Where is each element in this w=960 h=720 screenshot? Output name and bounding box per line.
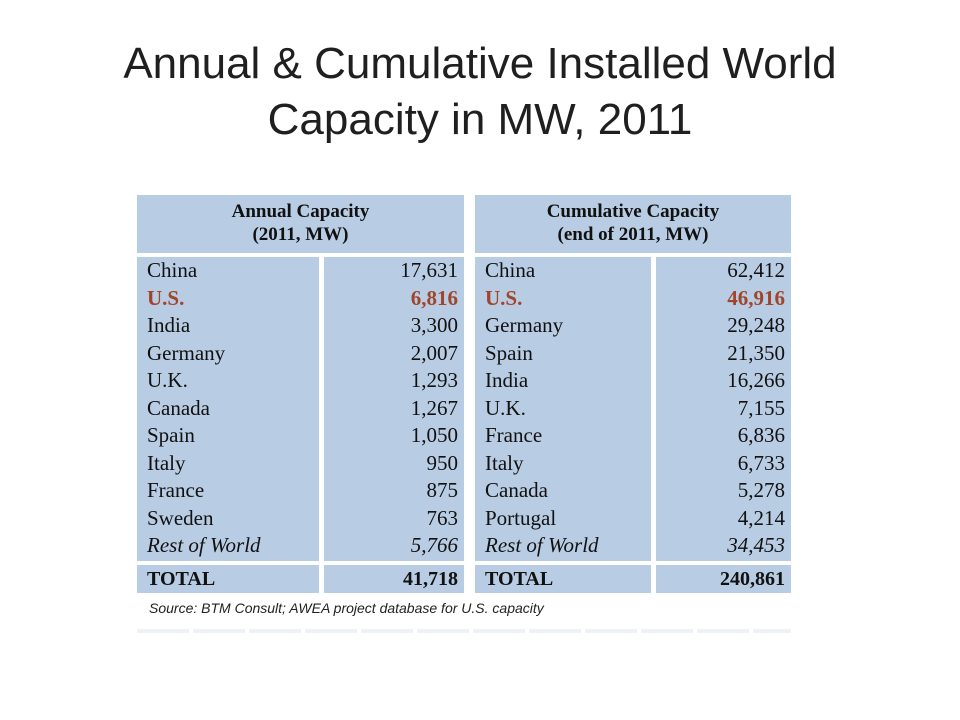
cumulative-value-italy: 6,733 — [737, 450, 785, 475]
annual-country-us: U.S. — [147, 285, 185, 310]
annual-header-line-1: Annual Capacity — [231, 201, 370, 222]
annual-country-sweden: Sweden — [147, 505, 214, 530]
annual-country-india: India — [147, 313, 191, 337]
title-line-2: Capacity in MW, 2011 — [267, 95, 693, 144]
cumulative-country-france: France — [485, 423, 543, 447]
cumulative-country-portugal: Portugal — [485, 505, 557, 530]
annual-country-rest: Rest of World — [147, 533, 261, 557]
annual-value-sweden: 763 — [426, 505, 458, 530]
annual-country-germany: Germany — [147, 340, 226, 365]
annual-value-india: 3,300 — [410, 313, 458, 337]
annual-value-canada: 1,267 — [410, 395, 458, 420]
slide-title — [0, 36, 960, 148]
annual-value-germany: 2,007 — [410, 340, 458, 365]
cumulative-header-line-1: Cumulative Capacity — [546, 201, 720, 222]
annual-header-line-2: (2011, MW) — [252, 224, 349, 245]
annual-country-china: China — [147, 258, 198, 282]
cumulative-value-portugal: 4,214 — [737, 505, 785, 530]
cumulative-country-column — [475, 257, 651, 561]
cumulative-country-china: China — [485, 258, 536, 282]
cumulative-value-spain: 21,350 — [727, 340, 785, 365]
annual-value-spain: 1,050 — [410, 423, 458, 447]
source-note: Source: BTM Consult; AWEA project database for U.S. capacity — [149, 600, 544, 616]
annual-country-uk: U.K. — [147, 368, 188, 392]
capacity-table — [137, 195, 791, 635]
annual-value-france: 875 — [426, 478, 458, 502]
cumulative-total-value: 240,861 — [656, 565, 791, 593]
cumulative-value-uk: 7,155 — [737, 395, 785, 420]
cumulative-value-china: 62,412 — [727, 258, 785, 282]
cumulative-value-column — [656, 257, 791, 561]
annual-header — [137, 195, 464, 253]
cumulative-country-italy: Italy — [485, 450, 524, 475]
cumulative-country-india: India — [485, 368, 529, 392]
cumulative-country-canada: Canada — [485, 478, 548, 502]
annual-value-italy: 950 — [426, 450, 458, 475]
cumulative-country-us: U.S. — [485, 285, 523, 310]
annual-country-spain: Spain — [147, 423, 195, 447]
title-line-1: Annual & Cumulative Installed World — [123, 39, 837, 88]
annual-value-rest: 5,766 — [410, 533, 458, 557]
annual-total-label: TOTAL — [137, 565, 319, 593]
annual-country-france: France — [147, 478, 205, 502]
cumulative-value-india: 16,266 — [727, 368, 785, 392]
cumulative-country-germany: Germany — [485, 313, 564, 337]
cumulative-total-label: TOTAL — [475, 565, 651, 593]
annual-country-italy: Italy — [147, 450, 186, 475]
annual-value-china: 17,631 — [400, 258, 458, 282]
cumulative-value-rest: 34,453 — [727, 533, 785, 557]
cumulative-header — [475, 195, 791, 253]
cumulative-country-rest: Rest of World — [485, 533, 599, 557]
cumulative-header-line-2: (end of 2011, MW) — [557, 224, 709, 245]
cumulative-value-germany: 29,248 — [727, 313, 785, 337]
bottom-divider — [137, 629, 791, 633]
annual-value-column — [324, 257, 464, 561]
annual-value-uk: 1,293 — [410, 368, 458, 392]
cumulative-value-france: 6,836 — [737, 423, 785, 447]
cumulative-country-uk: U.K. — [485, 395, 526, 420]
annual-value-us: 6,816 — [410, 285, 458, 310]
cumulative-value-us: 46,916 — [727, 285, 785, 310]
annual-total-value: 41,718 — [324, 565, 464, 593]
annual-country-column — [137, 257, 319, 561]
annual-country-canada: Canada — [147, 395, 210, 420]
cumulative-country-spain: Spain — [485, 340, 533, 365]
cumulative-value-canada: 5,278 — [737, 478, 785, 502]
